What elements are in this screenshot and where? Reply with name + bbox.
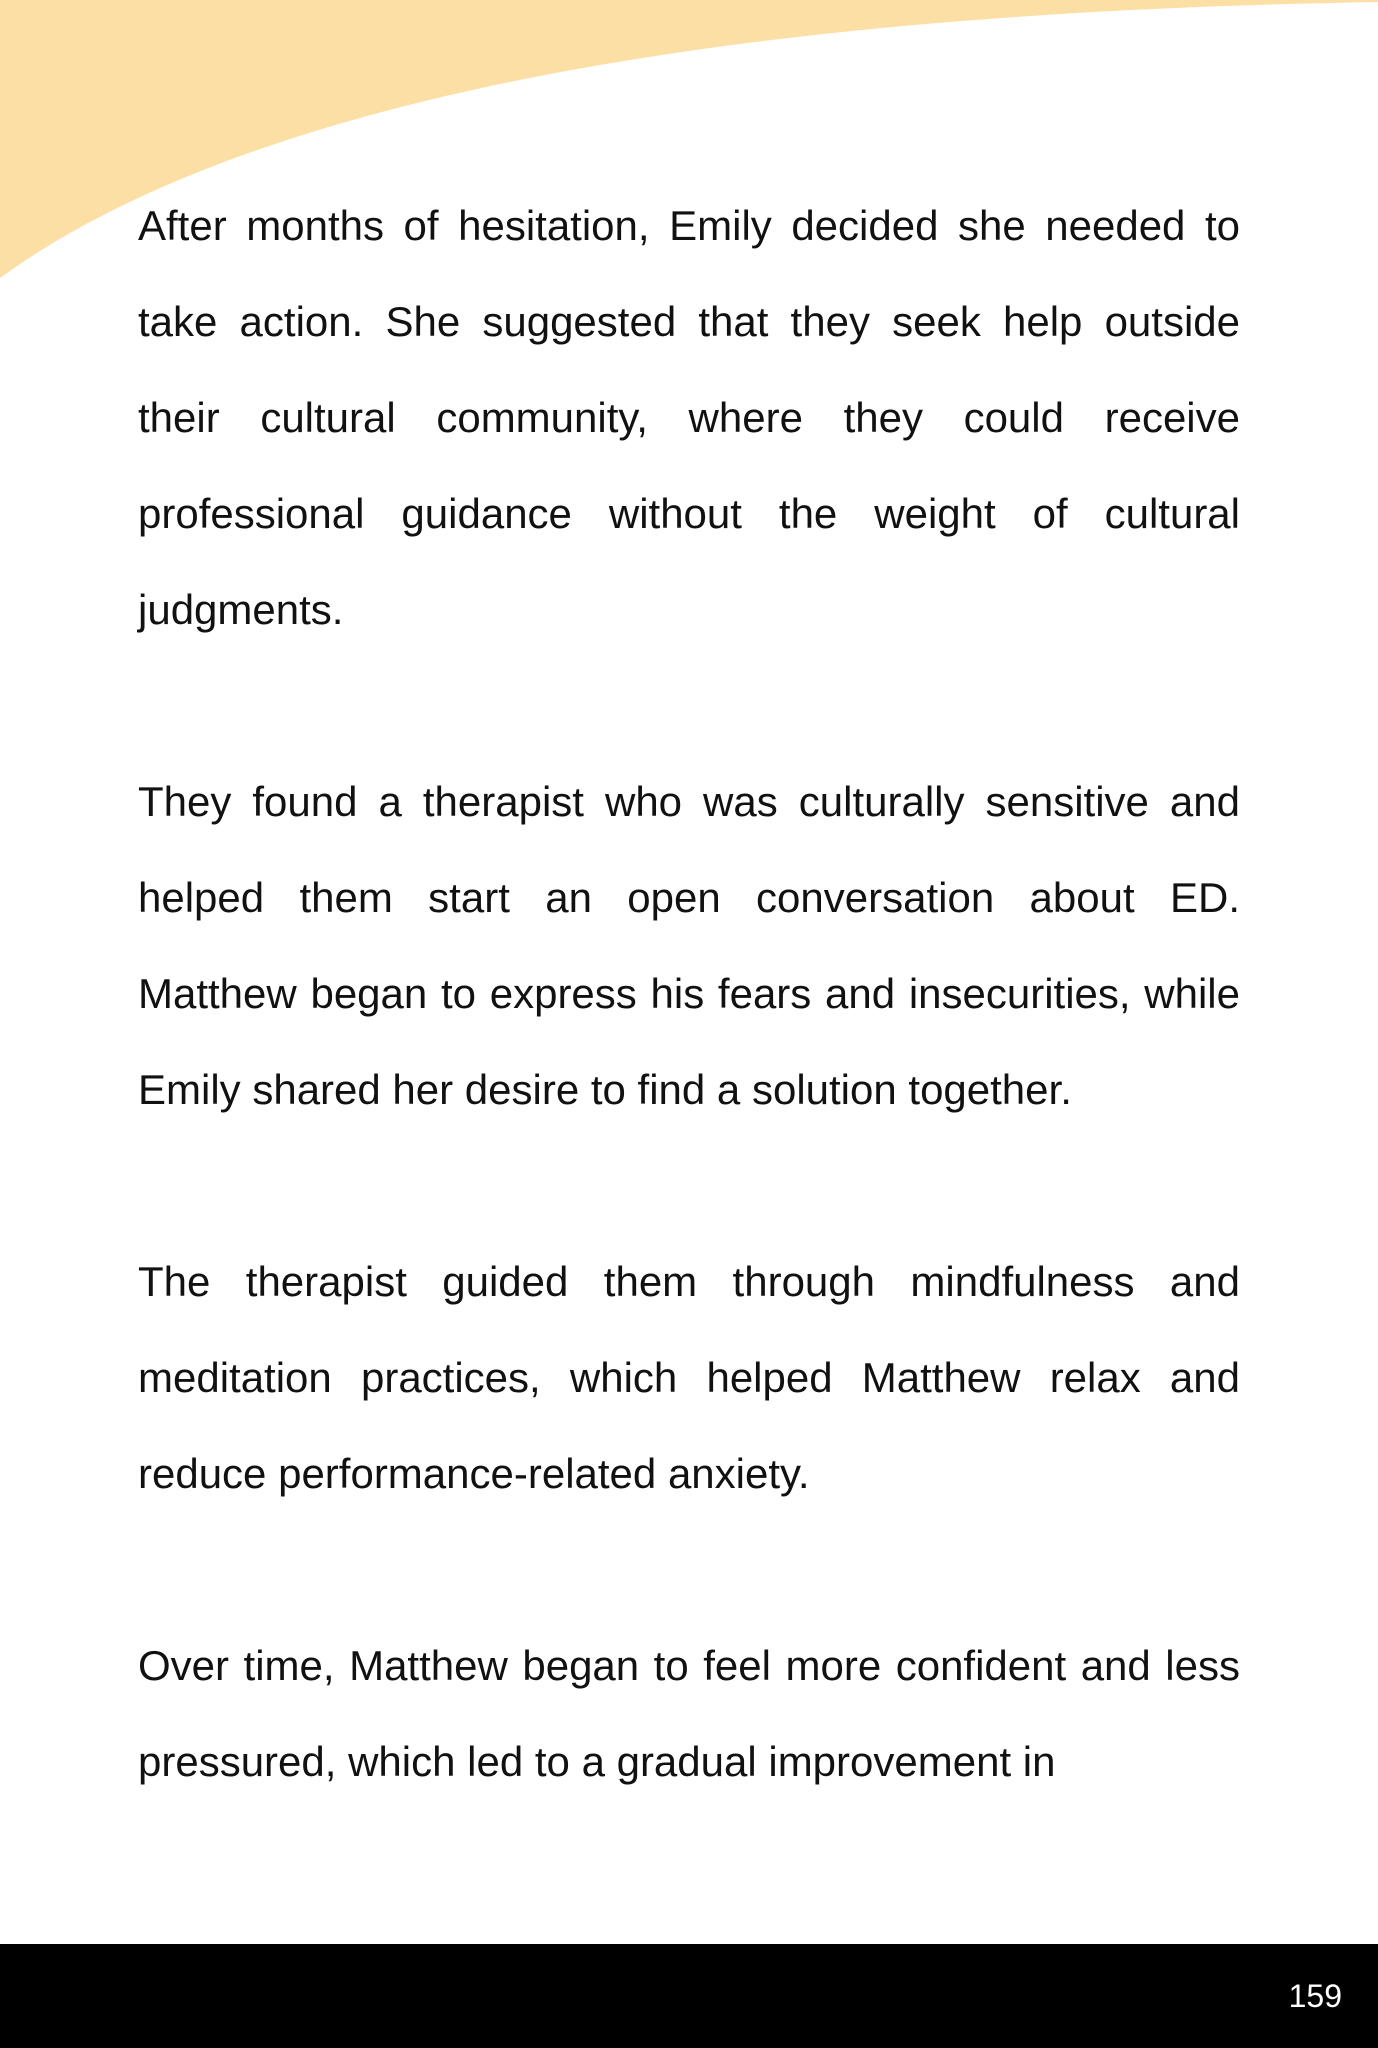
paragraph-1: After months of hesitation, Emily decided she needed to take action. She suggested that they seek help outside their cultural community, where they could receive professional guidance without the weight of cultural judgments.	[138, 202, 1240, 633]
page-number: 159	[1288, 1978, 1342, 2014]
paragraph-2: They found a therapist who was culturally sensitive and helped them start an open conversation about ED. Matthew began to express his fears and insecurities, while Emily shared her desire to find a solution together.	[138, 778, 1240, 1113]
page-body	[138, 178, 1240, 1810]
paragraph-4: Over time, Matthew began to feel more confident and less pressured, which led to a gradual improvement in	[138, 1642, 1240, 1785]
page-footer	[0, 1944, 1378, 2048]
paragraph-3: The therapist guided them through mindfulness and meditation practices, which helped Matthew relax and reduce performance-related anxiety.	[138, 1258, 1240, 1497]
